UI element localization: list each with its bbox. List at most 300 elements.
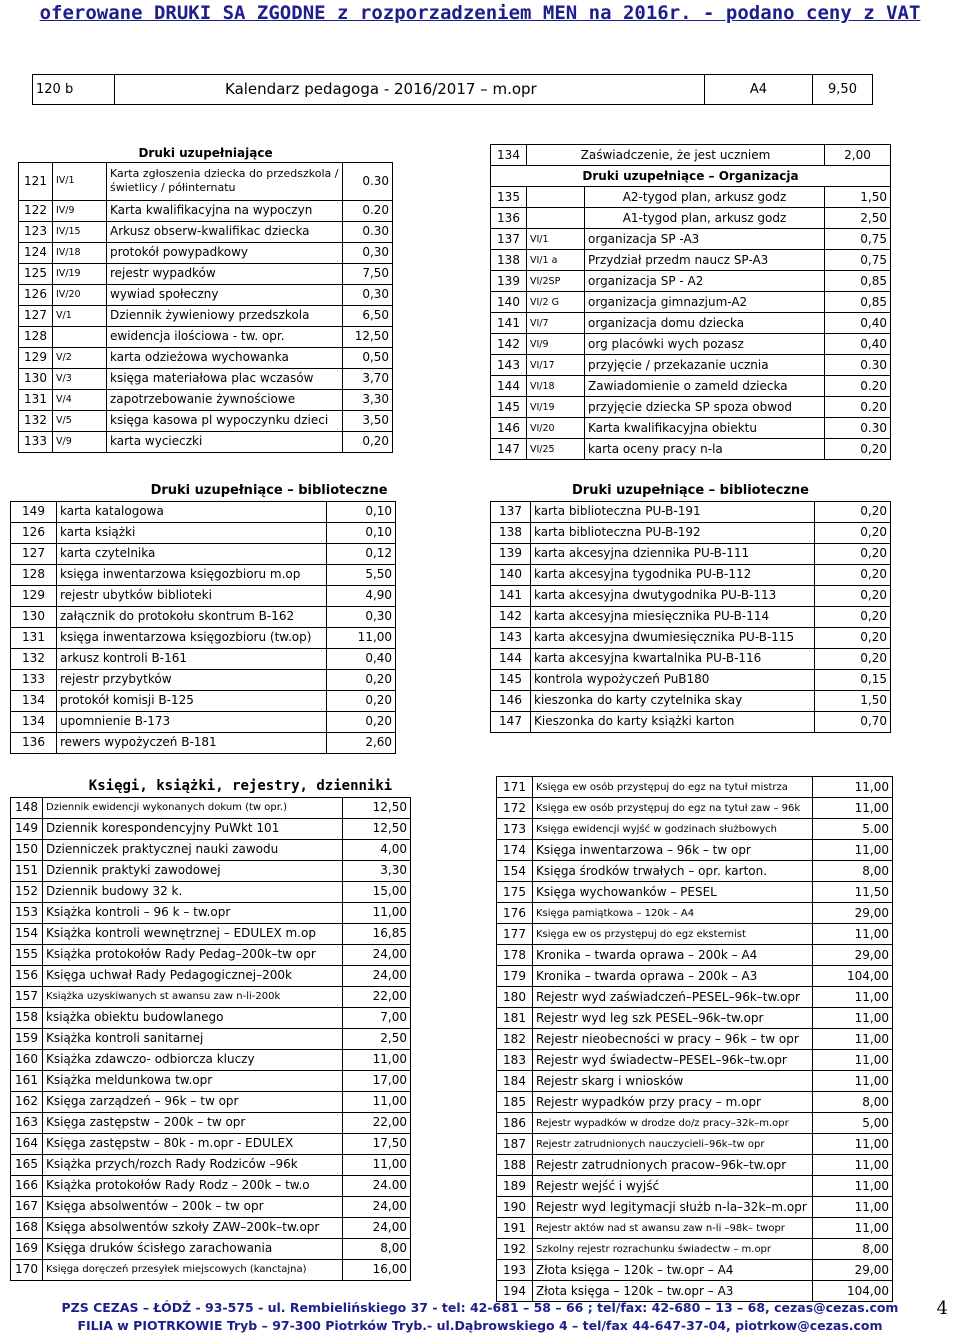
table-row — [491, 355, 891, 376]
row-number: 132 — [19, 410, 53, 431]
row-name: rejestr przybytków — [57, 669, 327, 690]
row-price: 8,00 — [813, 1092, 893, 1113]
row-number: 149 — [11, 818, 43, 839]
row-code — [53, 326, 107, 347]
table-row — [497, 1260, 893, 1281]
row-number: 139 — [491, 271, 527, 292]
row-number: 141 — [491, 313, 527, 334]
page-header: oferowane DRUKI SA ZGODNE z rozporzadzeniem MEN na 2016r. - podano ceny z VAT — [39, 2, 921, 24]
row-price: 29,00 — [813, 945, 893, 966]
table-row — [491, 145, 891, 166]
table-row — [497, 1176, 893, 1197]
row-number: 129 — [19, 347, 53, 368]
row-number: 182 — [497, 1029, 533, 1050]
row-price: 11,00 — [813, 1176, 893, 1197]
table-row — [11, 923, 411, 944]
row-code: IV/18 — [53, 242, 107, 263]
table-row — [11, 860, 411, 881]
row-price: 0,20 — [815, 543, 891, 564]
row-number: 132 — [11, 648, 57, 669]
row-number: 130 — [19, 368, 53, 389]
row-number: 138 — [491, 250, 527, 271]
section-title: Druki uzupełniające — [138, 145, 273, 160]
table-row — [11, 1217, 411, 1238]
row-price: 2,50 — [825, 208, 891, 229]
row-number: 167 — [11, 1196, 43, 1217]
table-row — [11, 965, 411, 986]
row-number: 164 — [11, 1133, 43, 1154]
row-price: 11,00 — [343, 1154, 411, 1175]
row-name: karta akcesyjna dziennika PU-B-111 — [531, 543, 815, 564]
table-row — [497, 1239, 893, 1260]
row-number: 131 — [19, 389, 53, 410]
row-price: 0,85 — [825, 292, 891, 313]
row-number: 154 — [11, 923, 43, 944]
row-price: 6,50 — [343, 305, 393, 326]
table-row — [19, 284, 393, 305]
row-code: V/3 — [53, 368, 107, 389]
table-row — [11, 564, 396, 585]
table-row — [11, 1007, 411, 1028]
row-number: 170 — [11, 1259, 43, 1280]
table-row — [491, 648, 891, 669]
row-number: 178 — [497, 945, 533, 966]
row-price: 29,00 — [813, 903, 893, 924]
row-name: protokół powypadkowy — [107, 242, 343, 263]
row-name: Rejestr skarg i wniosków — [533, 1071, 813, 1092]
row-code: VI/25 — [527, 439, 585, 460]
row-name: Księga zarządzeń – 96k – tw opr — [43, 1091, 343, 1112]
row-name: Rejestr wyd legitymacji służb n-la–32k–m.opr — [533, 1197, 813, 1218]
row-name: org placówki wych pozasz — [585, 334, 825, 355]
row-price: 11,00 — [813, 798, 893, 819]
row-price: 0,20 — [825, 439, 891, 460]
row-number: 154 — [497, 861, 533, 882]
row-name: ewidencja ilościowa - tw. opr. — [107, 326, 343, 347]
table-row — [11, 690, 396, 711]
row-code: V/2 — [53, 347, 107, 368]
row-price: 24,00 — [343, 1196, 411, 1217]
row-number: 128 — [19, 326, 53, 347]
row-price: 0,20 — [815, 564, 891, 585]
row-number: 137 — [491, 501, 531, 522]
table-row — [19, 389, 393, 410]
table-row — [497, 903, 893, 924]
row-price: 0,40 — [825, 334, 891, 355]
row-code: V/4 — [53, 389, 107, 410]
row-number: 140 — [491, 564, 531, 585]
row-name: Dziennik praktyki zawodowej — [43, 860, 343, 881]
row-price: 3,30 — [343, 860, 411, 881]
row-name: Książka protokołów Rady Rodz – 200k – tw.o — [43, 1175, 343, 1196]
table-row — [497, 1008, 893, 1029]
row-price: 0.30 — [343, 221, 393, 242]
table-row — [11, 606, 396, 627]
row-number: 175 — [497, 882, 533, 903]
row-name: książka obiektu budowlanego — [43, 1007, 343, 1028]
row-number: 145 — [491, 669, 531, 690]
row-name: Kronika – twarda oprawa – 200k – A3 — [533, 966, 813, 987]
library-forms-table-right — [490, 480, 891, 733]
table-row — [11, 1049, 411, 1070]
row-price: 0,20 — [815, 501, 891, 522]
row-name: Karta kwalifikacyjna na wypoczyn — [107, 200, 343, 221]
row-name: A2-tygod plan, arkusz godz — [585, 187, 825, 208]
row-number: 186 — [497, 1113, 533, 1134]
row-name: Księga pamiątkowa – 120k – A4 — [533, 903, 813, 924]
row-code: V/1 — [53, 305, 107, 326]
row-name: Książka zdawczo- odbiorcza kluczy — [43, 1049, 343, 1070]
row-name: Kieszonka do karty książki karton — [531, 711, 815, 732]
row-price: 24,00 — [343, 944, 411, 965]
row-price: 0,40 — [327, 648, 396, 669]
row-name: karta odzieżowa wychowanka — [107, 347, 343, 368]
row-number: 147 — [491, 711, 531, 732]
row-name: Księga doręczeń przesyłek miejscowych (kanctajna) — [43, 1259, 343, 1280]
row-number: 180 — [497, 987, 533, 1008]
organization-forms-table — [490, 144, 891, 460]
row-code: V/9 — [53, 431, 107, 452]
row-price: 11,00 — [813, 1029, 893, 1050]
section-title: Druki uzupełniące – biblioteczne — [150, 482, 388, 498]
row-number: 137 — [491, 229, 527, 250]
row-name: Karta kwalifikacyjna obiektu — [585, 418, 825, 439]
row-number: 187 — [497, 1134, 533, 1155]
row-name: Kalendarz pedagoga - 2016/2017 – m.opr — [115, 75, 705, 105]
row-price: 24.00 — [343, 1175, 411, 1196]
row-number: 158 — [11, 1007, 43, 1028]
row-name: Książka kontroli sanitarnej — [43, 1028, 343, 1049]
row-number: 189 — [497, 1176, 533, 1197]
row-code: VI/20 — [527, 418, 585, 439]
row-number: 185 — [497, 1092, 533, 1113]
table-row — [491, 627, 891, 648]
table-row — [11, 902, 411, 923]
table-row — [19, 200, 393, 221]
row-name: Szkolny rejestr rozrachunku świadectw – m.opr — [533, 1239, 813, 1260]
row-price: 0,20 — [327, 690, 396, 711]
table-row — [491, 669, 891, 690]
row-number: 133 — [11, 669, 57, 690]
table-row — [497, 1029, 893, 1050]
table-row — [497, 1218, 893, 1239]
row-number: 192 — [497, 1239, 533, 1260]
row-code: IV/1 — [53, 162, 107, 200]
row-name: karta akcesyjna miesięcznika PU-B-114 — [531, 606, 815, 627]
row-number: 162 — [11, 1091, 43, 1112]
row-price: 0,30 — [343, 242, 393, 263]
table-row — [497, 777, 893, 798]
row-price: 0,20 — [815, 606, 891, 627]
row-number: 127 — [19, 305, 53, 326]
row-name: Książka meldunkowa tw.opr — [43, 1070, 343, 1091]
row-name: Książka kontroli wewnętrznej – EDULEX m.op — [43, 923, 343, 944]
row-price: 22,00 — [343, 986, 411, 1007]
row-number: 134 — [11, 711, 57, 732]
row-name: Złota księga – 120k – tw.opr – A4 — [533, 1260, 813, 1281]
table-row — [19, 347, 393, 368]
row-name: Karta zgłoszenia dziecka do przedszkola / świetlicy / półinternatu — [107, 162, 343, 200]
table-row — [33, 75, 873, 105]
row-number: 133 — [19, 431, 53, 452]
row-price: 11,00 — [813, 1155, 893, 1176]
table-row — [19, 221, 393, 242]
row-number: 183 — [497, 1050, 533, 1071]
table-row — [11, 522, 396, 543]
row-name: karta czytelnika — [57, 543, 327, 564]
row-price: 0.30 — [343, 162, 393, 200]
library-forms-table-left — [10, 480, 396, 754]
table-row — [497, 1092, 893, 1113]
row-code: V/5 — [53, 410, 107, 431]
row-price: 24,00 — [343, 1217, 411, 1238]
row-price: 8,00 — [343, 1238, 411, 1259]
table-row — [11, 839, 411, 860]
row-price: 11,00 — [343, 1049, 411, 1070]
row-price: 9,50 — [813, 75, 873, 105]
page-number: 4 — [936, 1298, 948, 1319]
row-number: 172 — [497, 798, 533, 819]
row-price: 4,00 — [343, 839, 411, 860]
table-row — [11, 818, 411, 839]
row-number: 129 — [11, 585, 57, 606]
row-number: 171 — [497, 777, 533, 798]
row-number: 144 — [491, 376, 527, 397]
row-name: księga inwentarzowa księgozbioru m.op — [57, 564, 327, 585]
row-price: 0,75 — [825, 229, 891, 250]
row-price: 11,00 — [813, 924, 893, 945]
row-number: 191 — [497, 1218, 533, 1239]
row-name: karta książki — [57, 522, 327, 543]
row-number: 152 — [11, 881, 43, 902]
row-name: organizacja SP -A3 — [585, 229, 825, 250]
row-number: 146 — [491, 418, 527, 439]
table-row — [11, 1091, 411, 1112]
footer-line-2: FILIA w PIOTRKOWIE Tryb – 97-300 Piotrków Tryb.- ul.Dąbrowskiego 4 – tel/fax 44-647-37-04, piotrkow@cezas.com — [77, 1318, 883, 1333]
row-price: 0,20 — [815, 627, 891, 648]
row-name: Księga ewidencji wyjść w godzinach służbowych — [533, 819, 813, 840]
table-row — [491, 229, 891, 250]
table-row — [497, 1050, 893, 1071]
row-name: arkusz kontroli B-161 — [57, 648, 327, 669]
row-number: 146 — [491, 690, 531, 711]
row-number: 147 — [491, 439, 527, 460]
row-number: 144 — [491, 648, 531, 669]
table-row — [497, 966, 893, 987]
row-price: 0,12 — [327, 543, 396, 564]
row-code: VI/17 — [527, 355, 585, 376]
books-registers-table — [10, 776, 411, 1281]
row-name: Złota księga – 120k – tw.opr – A3 — [533, 1281, 813, 1302]
row-number: 123 — [19, 221, 53, 242]
row-price: 0.20 — [825, 397, 891, 418]
row-number: 131 — [11, 627, 57, 648]
row-number: 142 — [491, 606, 531, 627]
row-price: 0,20 — [815, 648, 891, 669]
row-number: 136 — [491, 208, 527, 229]
row-name: organizacja domu dziecka — [585, 313, 825, 334]
table-row — [491, 522, 891, 543]
row-name: Rejestr wyd zaświadczeń–PESEL–96k–tw.opr — [533, 987, 813, 1008]
row-price: 0,30 — [327, 606, 396, 627]
row-number: 136 — [11, 732, 57, 753]
row-name: rejestr wypadków — [107, 263, 343, 284]
row-price: 5,50 — [327, 564, 396, 585]
table-row — [19, 326, 393, 347]
row-price: 15,00 — [343, 881, 411, 902]
row-name: zapotrzebowanie żywnościowe — [107, 389, 343, 410]
table-row — [491, 564, 891, 585]
row-name: księga inwentarzowa księgozbioru (tw.op) — [57, 627, 327, 648]
row-number: 125 — [19, 263, 53, 284]
row-number: 124 — [19, 242, 53, 263]
row-price: 7,50 — [343, 263, 393, 284]
table-row — [497, 945, 893, 966]
row-code: VI/9 — [527, 334, 585, 355]
row-price: 0,20 — [327, 711, 396, 732]
table-row — [491, 690, 891, 711]
row-price: 29,00 — [813, 1260, 893, 1281]
row-number: 169 — [11, 1238, 43, 1259]
calendar-table — [32, 74, 873, 105]
row-number: 126 — [19, 284, 53, 305]
row-name: karta wycieczki — [107, 431, 343, 452]
row-number: 145 — [491, 397, 527, 418]
row-number: 166 — [11, 1175, 43, 1196]
row-code: IV/19 — [53, 263, 107, 284]
row-name: księga materiałowa plac wczasów — [107, 368, 343, 389]
row-price: 12,50 — [343, 797, 411, 818]
table-row — [497, 1155, 893, 1176]
table-row — [11, 1070, 411, 1091]
table-row — [19, 431, 393, 452]
table-row — [19, 263, 393, 284]
row-name: A1-tygod plan, arkusz godz — [585, 208, 825, 229]
row-price: 104,00 — [813, 966, 893, 987]
row-price: 11,00 — [813, 1197, 893, 1218]
row-name: Księga druków ścisłego zarachowania — [43, 1238, 343, 1259]
row-price: 11,00 — [813, 1134, 893, 1155]
row-price: 0,40 — [825, 313, 891, 334]
row-number: 135 — [491, 187, 527, 208]
row-name: Księga ew osób przystępuj do egz na tytuł zaw – 96k — [533, 798, 813, 819]
row-number: 173 — [497, 819, 533, 840]
table-row — [11, 1133, 411, 1154]
row-number: 177 — [497, 924, 533, 945]
row-name: Księga ew os przystępuj do egz eksternist — [533, 924, 813, 945]
row-price: 3,70 — [343, 368, 393, 389]
row-number: 184 — [497, 1071, 533, 1092]
row-price: 17,50 — [343, 1133, 411, 1154]
row-price: 11,00 — [327, 627, 396, 648]
row-price: 11,00 — [813, 1050, 893, 1071]
row-number: 193 — [497, 1260, 533, 1281]
row-name: karta akcesyjna tygodnika PU-B-112 — [531, 564, 815, 585]
row-code — [527, 187, 585, 208]
row-code: VI/19 — [527, 397, 585, 418]
row-price: 7,00 — [343, 1007, 411, 1028]
row-number: 122 — [19, 200, 53, 221]
row-price: 5.00 — [813, 819, 893, 840]
table-row — [11, 1238, 411, 1259]
row-price: 11,00 — [813, 1218, 893, 1239]
row-number: 174 — [497, 840, 533, 861]
row-price: 2,60 — [327, 732, 396, 753]
table-row — [11, 627, 396, 648]
row-number: 194 — [497, 1281, 533, 1302]
books-registers-table-right — [496, 776, 893, 1302]
table-row — [497, 1197, 893, 1218]
table-row — [491, 397, 891, 418]
table-row — [11, 1154, 411, 1175]
row-name: Kronika – twarda oprawa – 200k – A4 — [533, 945, 813, 966]
row-name: karta akcesyjna dwumiesięcznika PU-B-115 — [531, 627, 815, 648]
row-name: Rejestr nieobecności w pracy – 96k – tw opr — [533, 1029, 813, 1050]
row-price: 2,50 — [343, 1028, 411, 1049]
row-number: 143 — [491, 627, 531, 648]
row-number: 151 — [11, 860, 43, 881]
table-row — [19, 162, 393, 200]
table-row — [11, 669, 396, 690]
table-row — [11, 944, 411, 965]
row-price: 0.30 — [825, 355, 891, 376]
table-row — [491, 543, 891, 564]
table-row — [19, 410, 393, 431]
row-number: 149 — [11, 501, 57, 522]
table-row — [19, 305, 393, 326]
row-price: 11,00 — [343, 1091, 411, 1112]
row-name: Księga zastępstw – 200k – tw opr — [43, 1112, 343, 1133]
row-number: 134 — [11, 690, 57, 711]
table-row — [491, 585, 891, 606]
table-row — [11, 986, 411, 1007]
table-row — [491, 292, 891, 313]
table-row — [491, 208, 891, 229]
row-number: 121 — [19, 162, 53, 200]
row-number: 138 — [491, 522, 531, 543]
row-code: VI/7 — [527, 313, 585, 334]
row-code: IV/20 — [53, 284, 107, 305]
row-number: 168 — [11, 1217, 43, 1238]
row-code: IV/9 — [53, 200, 107, 221]
row-price: 11,00 — [813, 840, 893, 861]
table-row — [491, 376, 891, 397]
row-price: 12,50 — [343, 818, 411, 839]
table-row — [491, 711, 891, 732]
table-row — [11, 1028, 411, 1049]
row-name: Księga absolwentów – 200k – tw opr — [43, 1196, 343, 1217]
row-name: Książka przych/rozch Rady Rodziców –96k — [43, 1154, 343, 1175]
row-price: 11,00 — [813, 1008, 893, 1029]
table-row — [497, 1281, 893, 1302]
row-number: 143 — [491, 355, 527, 376]
table-row — [11, 711, 396, 732]
row-number: 141 — [491, 585, 531, 606]
row-number: 134 — [491, 145, 527, 166]
row-price: 0,30 — [343, 284, 393, 305]
row-number: 140 — [491, 292, 527, 313]
row-price: 8,00 — [813, 1239, 893, 1260]
table-row — [497, 798, 893, 819]
row-price: 8,00 — [813, 861, 893, 882]
row-number: 159 — [11, 1028, 43, 1049]
row-name: Rejestr zatrudnionych pracow–96k–tw.opr — [533, 1155, 813, 1176]
row-name: Dziennik ewidencji wykonanych dokum (tw opr.) — [43, 797, 343, 818]
row-name: protokół komisji B-125 — [57, 690, 327, 711]
row-name: Rejestr wypadków w drodze do/z pracy–32k–m.opr — [533, 1113, 813, 1134]
table-row — [11, 881, 411, 902]
table-row — [491, 606, 891, 627]
